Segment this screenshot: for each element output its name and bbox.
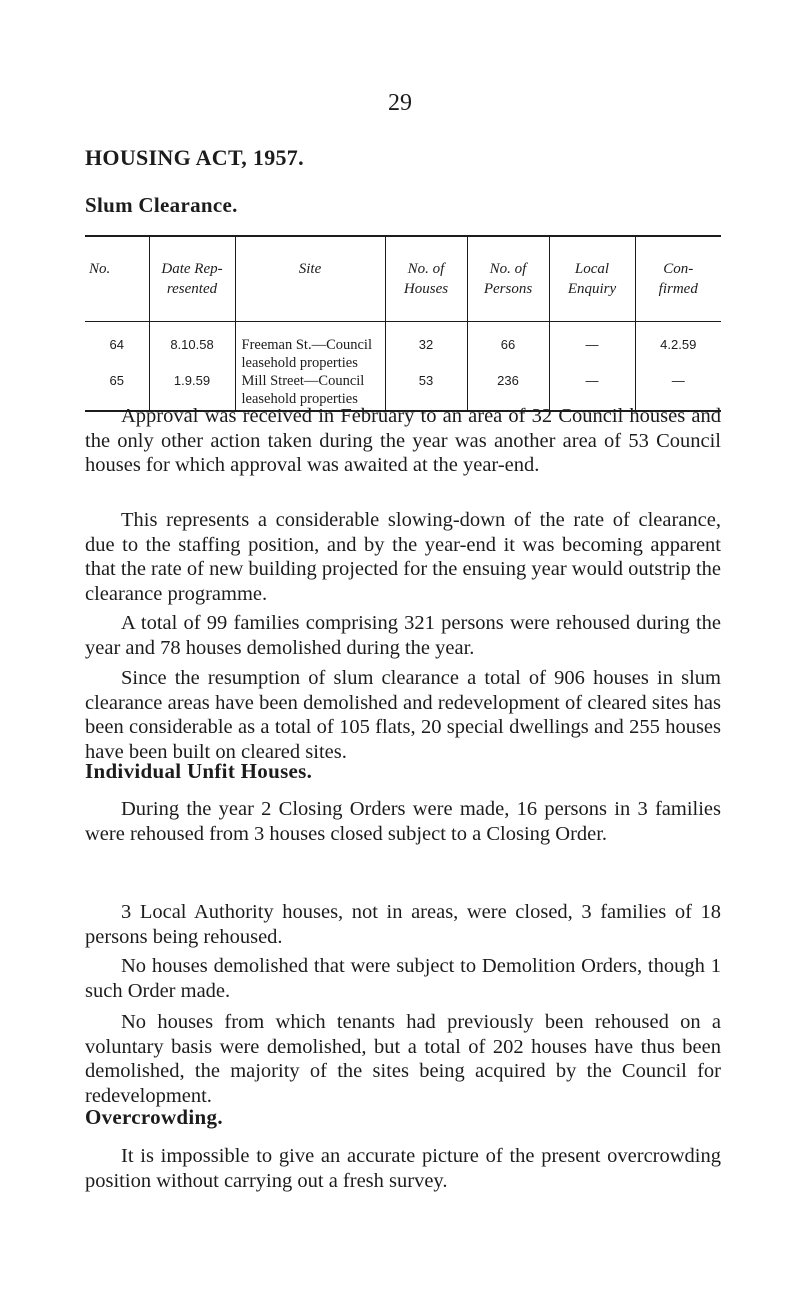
cell-confirmed: 4.2.59 (635, 322, 721, 373)
cell-site: Freeman St.—Council leasehold properties (235, 322, 385, 373)
document-title: HOUSING ACT, 1957. (85, 145, 304, 170)
header-no: No. (85, 236, 149, 322)
cell-no: 65 (109, 373, 124, 388)
cell-persons: 236 (467, 372, 549, 411)
page-number: 29 (388, 90, 412, 116)
header-persons: No. of Persons (467, 236, 549, 322)
section-heading-individual-unfit-houses: Individual Unfit Houses. (85, 759, 313, 783)
cell-no: 64 (109, 337, 124, 352)
section-heading-overcrowding: Overcrowding. (85, 1105, 223, 1129)
cell-date: 1.9.59 (149, 372, 235, 411)
paragraph-rehoused-total: A total of 99 families comprising 321 persons were rehoused during the year and 78 houses demolished during the year. (85, 612, 721, 659)
paragraph-demolition-orders: No houses demolished that were subject to Demolition Orders, though 1 such Order made. (85, 955, 721, 1002)
paragraph-local-authority-houses: 3 Local Authority houses, not in areas, were closed, 3 families of 18 persons being rehoused. (85, 901, 721, 948)
header-houses: No. of Houses (385, 236, 467, 322)
header-confirmed: Con- firmed (635, 236, 721, 322)
paragraph-voluntary-basis: No houses from which tenants had previously been rehoused on a voluntary basis were demolished, but a total of 202 houses have thus been demolished, the majority of the sites being acquired by the Council for redevelopment. (85, 1011, 721, 1107)
paragraph-resumption: Since the resumption of slum clearance a total of 906 houses in slum clearance areas have been demolished and redevelopment of cleared sites has been considerable as a total of 105 flats, 20 special dwellings and 255 houses have been built on cleared sites. (85, 667, 721, 763)
table-row (85, 322, 721, 373)
paragraph-overcrowding: It is impossible to give an accurate picture of the present overcrowding position without carrying out a fresh survey. (85, 1145, 721, 1192)
paragraph-approval: Approval was received in February to an area of 32 Council houses and the only other action taken during the year was another area of 53 Council houses for which approval was awaited at the year-end. (85, 405, 721, 476)
header-local-enquiry: Local Enquiry (549, 236, 635, 322)
header-site: Site (235, 236, 385, 322)
cell-local-enquiry: — (549, 372, 635, 411)
cell-date: 8.10.58 (149, 322, 235, 373)
paragraph-slowing-down: This represents a considerable slowing-down of the rate of clearance, due to the staffing position, and by the year-end it was becoming apparent that the rate of new building projected for the ensuing year would outstrip the clearance programme. (85, 509, 721, 605)
cell-houses: 32 (385, 322, 467, 373)
slum-clearance-table (85, 235, 721, 412)
cell-confirmed: — (635, 372, 721, 411)
cell-houses: 53 (385, 372, 467, 411)
header-date: Date Rep- resented (149, 236, 235, 322)
paragraph-closing-orders: During the year 2 Closing Orders were made, 16 persons in 3 families were rehoused from 3 houses closed subject to a Closing Order. (85, 798, 721, 845)
cell-persons: 66 (467, 322, 549, 373)
cell-site: Mill Street—Council leasehold properties (235, 372, 385, 411)
section-heading-slum-clearance: Slum Clearance. (85, 193, 238, 217)
cell-local-enquiry: — (549, 322, 635, 373)
table-header-row (85, 236, 721, 322)
